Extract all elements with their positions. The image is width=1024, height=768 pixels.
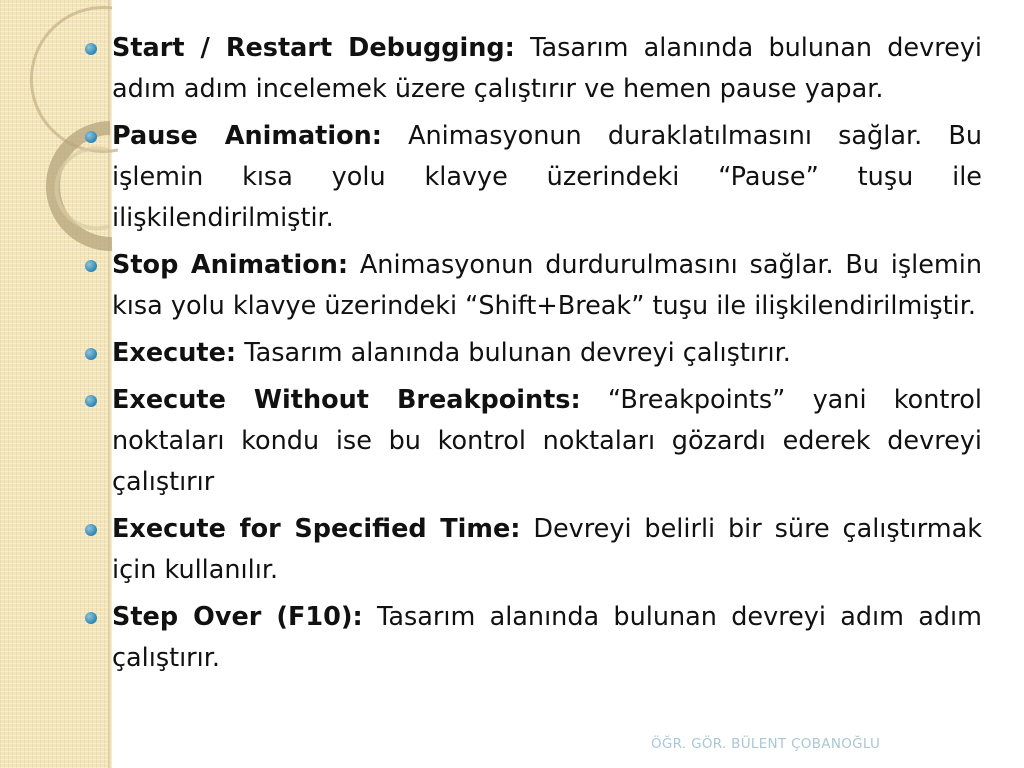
- list-item: [78, 28, 982, 110]
- item-text: Devreyi belirli bir süre çalıştırmak için kullanılır.: [112, 514, 983, 585]
- list-item: [78, 380, 982, 503]
- item-text: Tasarım alanında bulunan devreyi adım adım incelemek üzere çalıştırır ve hemen pause yapar.: [112, 33, 982, 104]
- item-term: Step Over (F10):: [112, 602, 363, 632]
- bullet-icon: [85, 395, 97, 407]
- list-item: [78, 509, 982, 591]
- item-term: Pause Animation:: [112, 121, 382, 151]
- item-text: Tasarım alanında bulunan devreyi adım adım çalıştırır.: [112, 602, 982, 673]
- item-term: Start / Restart Debugging:: [112, 33, 515, 63]
- item-term: Stop Animation:: [112, 250, 349, 280]
- bullet-icon: [85, 524, 97, 536]
- bullet-icon: [85, 612, 97, 624]
- item-text: “Breakpoints” yani kontrol noktaları kondu ise bu kontrol noktaları gözardı ederek devreyi çalıştırır: [112, 385, 982, 497]
- item-term: Execute Without Breakpoints:: [112, 385, 581, 415]
- item-term: Execute for Specified Time:: [112, 514, 521, 544]
- bullet-icon: [85, 348, 97, 360]
- item-text: Animasyonun duraklatılmasını sağlar. Bu işlemin kısa yolu klavye üzerindeki “Pause” tuşu ile ilişkilendirilmiştir.: [112, 121, 982, 233]
- bullet-list: [78, 28, 982, 685]
- list-item: [78, 597, 982, 679]
- list-item: [78, 245, 982, 327]
- footer-author: ÖĞR. GÖR. BÜLENT ÇOBANOĞLU: [651, 736, 881, 752]
- item-term: Execute:: [112, 338, 237, 368]
- item-text: Animasyonun durdurulmasını sağlar. Bu işlemin kısa yolu klavye üzerindeki “Shift+Break” tuşu ile ilişkilendirilmiştir.: [112, 250, 982, 321]
- bullet-icon: [85, 43, 97, 55]
- bullet-icon: [85, 131, 97, 143]
- list-item: [78, 116, 982, 239]
- item-text: Tasarım alanında bulunan devreyi çalıştırır.: [236, 338, 791, 368]
- bullet-icon: [85, 260, 97, 272]
- list-item: [78, 333, 982, 374]
